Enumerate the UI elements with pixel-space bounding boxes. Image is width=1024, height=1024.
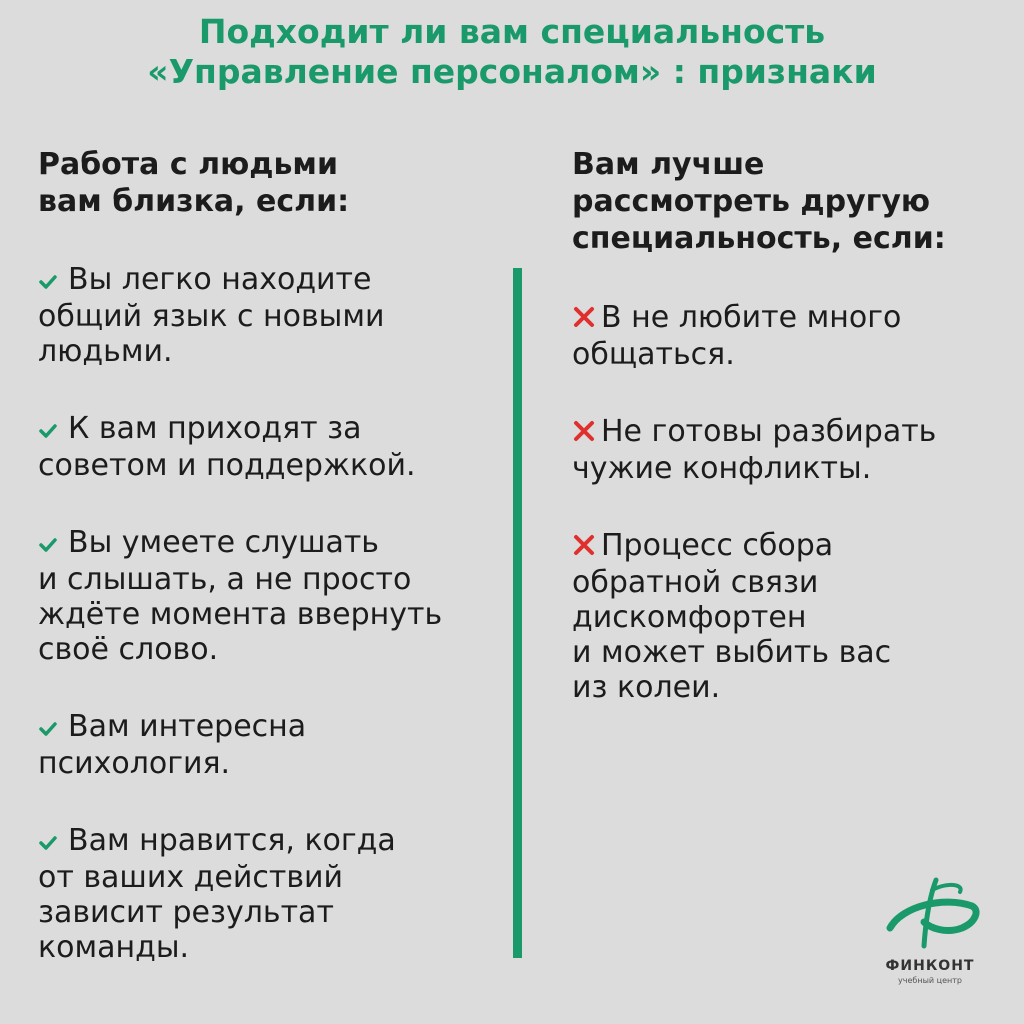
left-heading-line: вам близка, если: bbox=[38, 184, 350, 219]
right-item-text: из колеи. bbox=[572, 670, 721, 705]
right-item-text: чужие конфликты. bbox=[572, 451, 872, 486]
left-item-line bbox=[38, 860, 508, 895]
left-column-heading bbox=[38, 146, 349, 220]
left-item-line bbox=[38, 334, 508, 369]
check-icon bbox=[38, 264, 58, 299]
left-list-item bbox=[38, 823, 508, 965]
cross-icon bbox=[572, 530, 596, 565]
left-list-item bbox=[38, 709, 508, 781]
right-item-line bbox=[572, 414, 1012, 451]
left-item-text: ждёте момента ввернуть bbox=[38, 597, 443, 632]
logo-name: ФИНКОНТ bbox=[885, 958, 975, 974]
left-item-text: Вам нравится, когда bbox=[68, 823, 396, 858]
left-item-text: команды. bbox=[38, 930, 190, 965]
left-item-line bbox=[38, 562, 508, 597]
check-icon bbox=[38, 825, 58, 860]
check-icon bbox=[38, 711, 58, 746]
right-list-item bbox=[572, 414, 1012, 486]
page-title bbox=[0, 12, 1024, 92]
check-icon bbox=[38, 413, 58, 448]
check-icon bbox=[38, 527, 58, 562]
left-item-text: советом и поддержкой. bbox=[38, 448, 416, 483]
left-item-line bbox=[38, 746, 508, 781]
left-list-item bbox=[38, 262, 508, 369]
right-item-line bbox=[572, 451, 1012, 486]
right-item-line bbox=[572, 600, 1012, 635]
right-item-line bbox=[572, 528, 1012, 565]
left-heading-line: Работа с людьми bbox=[38, 147, 338, 182]
right-column-heading bbox=[572, 146, 946, 257]
left-item-text: Вы легко находите bbox=[68, 262, 372, 297]
right-list-item bbox=[572, 528, 1012, 705]
logo-mark-icon bbox=[884, 876, 984, 956]
left-item-line bbox=[38, 448, 508, 483]
left-item-text: людьми. bbox=[38, 334, 173, 369]
right-item-line bbox=[572, 337, 1012, 372]
logo bbox=[876, 876, 986, 996]
right-list-item bbox=[572, 300, 1012, 372]
cross-icon bbox=[572, 302, 596, 337]
left-item-text: Вам интересна bbox=[68, 709, 307, 744]
left-item-line bbox=[38, 930, 508, 965]
cross-icon bbox=[572, 416, 596, 451]
right-item-line bbox=[572, 670, 1012, 705]
left-item-line bbox=[38, 411, 508, 448]
left-item-line bbox=[38, 299, 508, 334]
left-item-text: и слышать, а не просто bbox=[38, 562, 412, 597]
left-item-line bbox=[38, 632, 508, 667]
left-item-line bbox=[38, 597, 508, 632]
left-item-text: своё слово. bbox=[38, 632, 219, 667]
right-item-text: Процесс сбора bbox=[601, 528, 834, 563]
left-item-text: от ваших действий bbox=[38, 860, 344, 895]
right-item-text: обратной связи bbox=[572, 565, 819, 600]
title-line-2: «Управление персоналом» : признаки bbox=[147, 52, 877, 91]
left-list-item bbox=[38, 411, 508, 483]
left-list-item bbox=[38, 525, 508, 667]
right-heading-line: рассмотреть другую bbox=[572, 184, 931, 219]
right-item-line bbox=[572, 300, 1012, 337]
left-item-line bbox=[38, 262, 508, 299]
right-item-text: дискомфортен bbox=[572, 600, 807, 635]
right-item-line bbox=[572, 635, 1012, 670]
right-item-text: Не готовы разбирать bbox=[601, 414, 937, 449]
left-item-text: психология. bbox=[38, 746, 231, 781]
right-item-list bbox=[572, 300, 1012, 747]
left-item-line bbox=[38, 823, 508, 860]
right-item-line bbox=[572, 565, 1012, 600]
right-heading-line: специальность, если: bbox=[572, 221, 946, 256]
column-divider bbox=[513, 268, 522, 958]
left-item-text: Вы умеете слушать bbox=[68, 525, 379, 560]
left-item-line bbox=[38, 895, 508, 930]
right-item-text: и может выбить вас bbox=[572, 635, 892, 670]
title-line-1: Подходит ли вам специальность bbox=[198, 12, 826, 51]
right-heading-line: Вам лучше bbox=[572, 147, 765, 182]
right-item-text: общаться. bbox=[572, 337, 735, 372]
left-item-line bbox=[38, 525, 508, 562]
left-item-text: зависит результат bbox=[38, 895, 334, 930]
left-item-list bbox=[38, 262, 508, 1007]
logo-subtitle: учебный центр bbox=[898, 976, 962, 985]
right-item-text: В не любите много bbox=[601, 300, 902, 335]
left-item-text: К вам приходят за bbox=[68, 411, 362, 446]
left-item-line bbox=[38, 709, 508, 746]
left-item-text: общий язык с новыми bbox=[38, 299, 385, 334]
